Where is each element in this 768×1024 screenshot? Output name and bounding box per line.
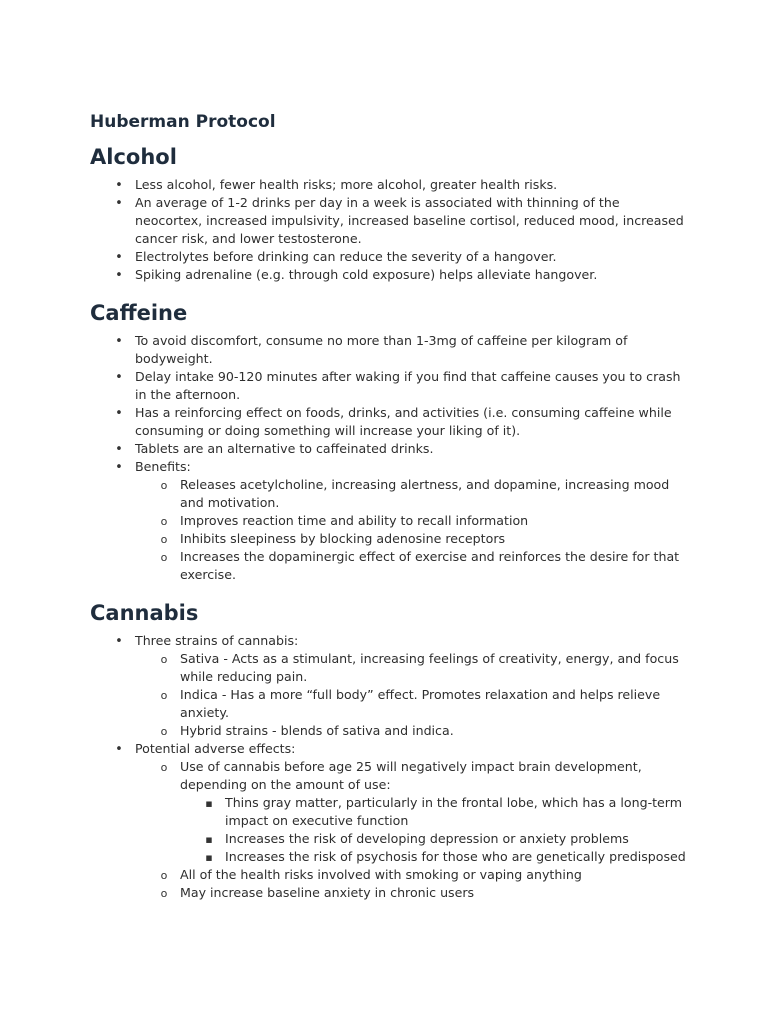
list-item-text: Inhibits sleepiness by blocking adenosine receptors — [180, 531, 506, 546]
bullet-circle-icon — [157, 548, 171, 567]
list-item-text: Increases the risk of developing depression or anxiety problems — [225, 831, 629, 846]
bullet-disc-icon — [112, 740, 126, 759]
bullet-circle-icon — [157, 650, 171, 669]
bullet-disc-icon — [112, 404, 126, 423]
list-item — [135, 548, 688, 584]
bullet-disc-icon — [112, 632, 126, 651]
list-item-text: An average of 1-2 drinks per day in a week is associated with thinning of the neocortex, increased impulsivity, increased baseline cortisol, reduced mood, increased cancer risk, and lower testosterone. — [135, 195, 684, 246]
section-heading: Alcohol — [90, 145, 177, 169]
list-item-text: Indica - Has a more “full body” effect. Promotes relaxation and helps relieve anxiety. — [180, 687, 661, 720]
list-item — [135, 884, 688, 902]
bullet-disc-icon — [112, 332, 126, 351]
sub-bullet-list — [135, 650, 688, 740]
list-item-text: Tablets are an alternative to caffeinated drinks. — [135, 441, 434, 456]
list-item — [135, 530, 688, 548]
list-item — [135, 686, 688, 722]
bullet-list — [90, 332, 688, 584]
sub-bullet-list — [135, 758, 688, 902]
list-item — [135, 650, 688, 686]
bullet-disc-icon — [112, 266, 126, 285]
list-item-text: Benefits: — [135, 459, 191, 474]
bullet-circle-icon — [157, 866, 171, 885]
list-item — [90, 440, 688, 458]
list-item — [135, 866, 688, 884]
list-item-text: Delay intake 90-120 minutes after waking if you find that caffeine causes you to crash in the afternoon. — [135, 369, 681, 402]
bullet-square-icon — [202, 848, 216, 867]
list-item-text: Sativa - Acts as a stimulant, increasing feelings of creativity, energy, and focus while reducing pain. — [180, 651, 679, 684]
list-item-text: May increase baseline anxiety in chronic users — [180, 885, 475, 900]
bullet-circle-icon — [157, 686, 171, 705]
bullet-disc-icon — [112, 440, 126, 459]
list-item — [90, 194, 688, 248]
list-item — [90, 632, 688, 740]
list-item — [90, 368, 688, 404]
list-item-text: Increases the dopaminergic effect of exercise and reinforces the desire for that exercise. — [180, 549, 680, 582]
list-item-text: All of the health risks involved with smoking or vaping anything — [180, 867, 582, 882]
list-item — [180, 794, 688, 830]
list-item — [90, 176, 688, 194]
list-item — [180, 848, 688, 866]
bullet-square-icon — [202, 794, 216, 813]
sub-bullet-list — [135, 476, 688, 584]
list-item — [180, 830, 688, 848]
section-cannabis — [90, 598, 688, 902]
bullet-disc-icon — [112, 368, 126, 387]
section-alcohol — [90, 142, 688, 284]
list-item — [90, 458, 688, 584]
bullet-circle-icon — [157, 758, 171, 777]
list-item-text: Hybrid strains - blends of sativa and indica. — [180, 723, 454, 738]
list-item — [90, 248, 688, 266]
list-item-text: Less alcohol, fewer health risks; more alcohol, greater health risks. — [135, 177, 558, 192]
list-item-text: Releases acetylcholine, increasing alertness, and dopamine, increasing mood and motivation. — [180, 477, 670, 510]
list-item — [135, 722, 688, 740]
bullet-circle-icon — [157, 512, 171, 531]
list-item-text: Thins gray matter, particularly in the frontal lobe, which has a long-term impact on executive function — [225, 795, 683, 828]
bullet-circle-icon — [157, 476, 171, 495]
section-caffeine — [90, 298, 688, 584]
sub-bullet-list — [180, 794, 688, 866]
list-item — [90, 404, 688, 440]
bullet-disc-icon — [112, 248, 126, 267]
list-item-text: Three strains of cannabis: — [135, 633, 299, 648]
bullet-circle-icon — [157, 722, 171, 741]
list-item-text: Electrolytes before drinking can reduce the severity of a hangover. — [135, 249, 557, 264]
list-item — [90, 740, 688, 902]
list-item — [135, 758, 688, 866]
list-item-text: Improves reaction time and ability to recall information — [180, 513, 529, 528]
bullet-disc-icon — [112, 458, 126, 477]
bullet-disc-icon — [112, 194, 126, 213]
list-item-text: Spiking adrenaline (e.g. through cold exposure) helps alleviate hangover. — [135, 267, 598, 282]
list-item — [90, 332, 688, 368]
document-title: Huberman Protocol — [90, 112, 276, 132]
list-item-text: Has a reinforcing effect on foods, drinks, and activities (i.e. consuming caffeine while consuming or doing something will increase your liking of it). — [135, 405, 672, 438]
list-item-text: Potential adverse effects: — [135, 741, 296, 756]
section-heading: Caffeine — [90, 301, 188, 325]
bullet-square-icon — [202, 830, 216, 849]
bullet-list — [90, 176, 688, 284]
list-item — [90, 266, 688, 284]
bullet-circle-icon — [157, 530, 171, 549]
section-heading: Cannabis — [90, 601, 199, 625]
bullet-list — [90, 632, 688, 902]
list-item-text: Increases the risk of psychosis for those who are genetically predisposed — [225, 849, 686, 864]
list-item — [135, 476, 688, 512]
list-item — [135, 512, 688, 530]
bullet-circle-icon — [157, 884, 171, 903]
list-item-text: To avoid discomfort, consume no more than 1-3mg of caffeine per kilogram of bodyweight. — [135, 333, 628, 366]
document-body — [90, 142, 688, 902]
bullet-disc-icon — [112, 176, 126, 195]
list-item-text: Use of cannabis before age 25 will negatively impact brain development, depending on the amount of use: — [180, 759, 642, 792]
